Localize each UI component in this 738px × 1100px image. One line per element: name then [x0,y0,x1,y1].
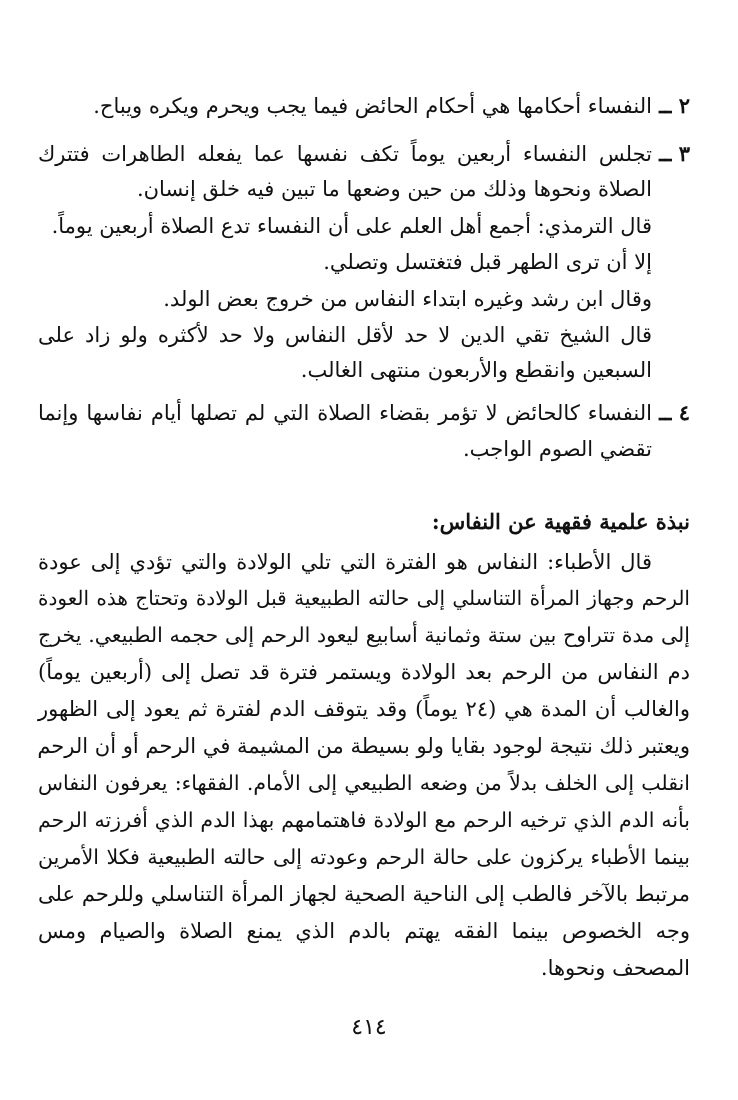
item-text-line: السبعين وانقطع والأربعون منتهى الغالب. [300,358,652,382]
item-number: ٣ ــ [659,141,690,166]
section-heading: نبذة علمية فقهية عن النفاس: [431,509,690,534]
paragraph-line: مرتبط بالآخر فالطب إلى الناحية الصحية لجهاز المرأة التناسلي وللرحم على [38,882,690,906]
item-number: ٤ ــ [659,400,690,425]
paragraph-line: بأنه الدم الذي ترخيه الرحم مع الولادة فاهتمامهم بهذا الدم الذي أفرزته الرحم [38,808,690,832]
paragraph-line: ويعتبر ذلك نتيجة لوجود بقايا ولو بسيطة من المشيمة في الرحم أو أن الرحم [37,734,690,758]
paragraph-line: والغالب أن المدة هي (٢٤ يوماً) وقد يتوقف الدم لفترة ثم يعود إلى الظهور [38,697,690,721]
paragraph-line: إلى مدة تتراوح بين ستة وثمانية أسابيع ليعود الرحم إلى حجمه الطبيعي. يخرج [38,623,690,647]
item-text-line: تقضي الصوم الواجب. [462,437,652,461]
item-text-line: النفساء كالحائض لا تؤمر بقضاء الصلاة التي لم تصلها أيام نفاسها وإنما [38,401,652,425]
paragraph-line: وجه الخصوص بينما الفقه يهتم بالدم الذي يمنع الصلاة والصيام ومس [38,919,690,943]
paragraph-line: بينما الأطباء يركزون على حالة الرحم وعودته إلى حالته الطبيعية فكلا الأمرين [38,845,690,869]
paragraph-line: قال الأطباء: النفاس هو الفترة التي تلي الولادة والتي تؤدي إلى عودة [38,550,652,574]
item-text-line: إلا أن ترى الطهر قبل فتغتسل وتصلي. [323,250,652,274]
item-number: ٢ ــ [659,93,690,118]
item-text-line: قال الشيخ تقي الدين لا حد لأقل النفاس ولا حد لأكثره ولو زاد على [38,323,652,347]
page-number: ٤١٤ [351,1015,387,1040]
item-text-line: تجلس النفساء أربعين يوماً تكف نفسها عما يفعله الطاهرات فتترك [38,142,652,166]
paragraph-line: المصحف ونحوها. [540,956,690,980]
item-text-line: وقال ابن رشد وغيره ابتداء النفاس من خروج بعض الولد. [163,287,652,311]
paragraph-line: الرحم وجهاز المرأة التناسلي إلى حالته الطبيعية قبل الولادة وتحتاج هذه العودة [38,586,690,610]
paragraph-line: انقلب إلى الخلف بدلاً من وضعه الطبيعي إلى الأمام. الفقهاء: يعرفون النفاس [38,771,690,795]
item-text-line: الصلاة ونحوها وذلك من حين وضعها ما تبين فيه خلق إنسان. [136,177,652,201]
paragraph-line: دم النفاس من الرحم بعد الولادة ويستمر فترة قد تصل إلى (أربعين يوماً) [38,660,690,684]
item-text-line: النفساء أحكامها هي أحكام الحائض فيما يجب ويحرم ويكره ويباح. [93,94,652,118]
item-text-line: قال الترمذي: أجمع أهل العلم على أن النفساء تدع الصلاة أربعين يوماً. [51,214,652,238]
